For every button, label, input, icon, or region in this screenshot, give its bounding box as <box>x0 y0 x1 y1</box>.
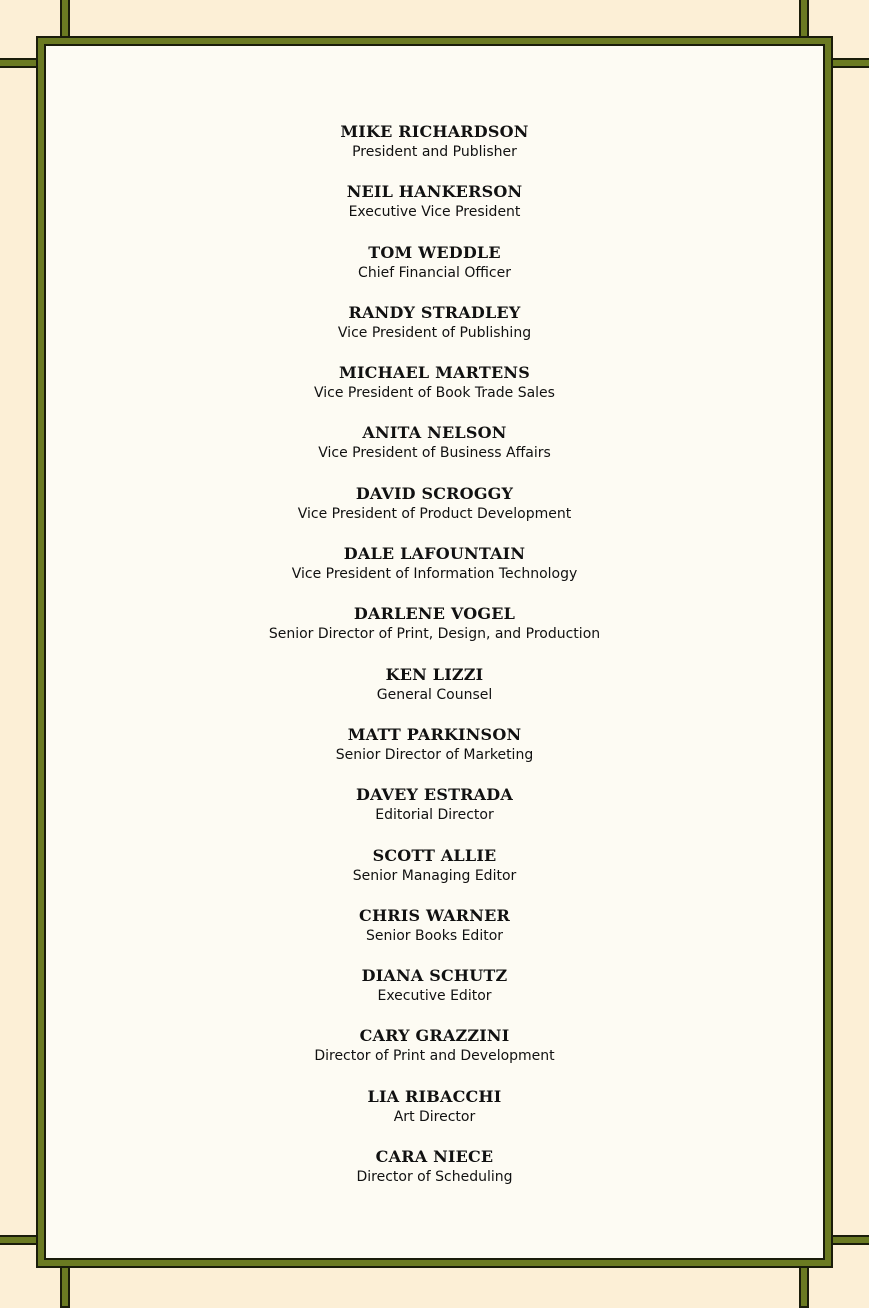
staff-entry <box>46 725 823 785</box>
staff-name: DAVID SCROGGY <box>355 483 514 503</box>
staff-name: ANITA NELSON <box>362 423 507 443</box>
staff-title: Art Director <box>393 1108 476 1125</box>
staff-entry <box>46 906 823 966</box>
staff-entry <box>46 1087 823 1147</box>
staff-name: MIKE RICHARDSON <box>340 122 529 141</box>
staff-name: DALE LAFOUNTAIN <box>343 544 526 564</box>
staff-name: DARLENE VOGEL <box>353 604 516 624</box>
staff-name: CARA NIECE <box>375 1147 494 1167</box>
staff-title: Vice President of Product Development <box>297 505 572 522</box>
staff-entry <box>46 966 823 1026</box>
staff-title: Senior Books Editor <box>365 927 504 944</box>
staff-name: MATT PARKINSON <box>347 724 522 744</box>
staff-name: MICHAEL MARTENS <box>339 363 530 383</box>
staff-entry <box>46 1147 823 1207</box>
staff-entry <box>46 665 823 725</box>
staff-name: NEIL HANKERSON <box>346 182 523 202</box>
staff-title: Director of Print and Development <box>314 1048 555 1065</box>
staff-name: CARY GRAZZINI <box>359 1026 510 1046</box>
staff-title: Senior Director of Marketing <box>335 746 534 763</box>
staff-entry <box>46 303 823 363</box>
staff-name: RANDY STRADLEY <box>348 302 521 322</box>
staff-title: Senior Director of Print, Design, and Production <box>268 626 601 643</box>
staff-title: Editorial Director <box>375 807 494 824</box>
staff-entry <box>46 122 823 182</box>
staff-entry <box>46 484 823 544</box>
staff-title: Vice President of Business Affairs <box>318 445 551 462</box>
staff-title: General Counsel <box>376 686 493 703</box>
staff-title: Vice President of Book Trade Sales <box>314 385 555 402</box>
staff-name: SCOTT ALLIE <box>372 845 497 865</box>
staff-entry <box>46 846 823 906</box>
staff-title: Chief Financial Officer <box>358 264 511 281</box>
staff-title: Director of Scheduling <box>356 1169 513 1186</box>
staff-title: President and Publisher <box>352 144 517 160</box>
staff-title: Executive Editor <box>377 988 492 1005</box>
staff-entry <box>46 363 823 423</box>
staff-entry <box>46 785 823 845</box>
staff-entry <box>46 604 823 664</box>
staff-entry <box>46 243 823 303</box>
staff-entry <box>46 1026 823 1086</box>
staff-name: CHRIS WARNER <box>359 905 510 925</box>
staff-name: DAVEY ESTRADA <box>356 785 513 805</box>
staff-name: KEN LIZZI <box>385 664 484 684</box>
staff-name: LIA RIBACCHI <box>367 1086 502 1106</box>
staff-title: Executive Vice President <box>348 204 521 221</box>
staff-entry <box>46 423 823 483</box>
staff-entry <box>46 544 823 604</box>
page-frame <box>36 36 833 1268</box>
staff-name: TOM WEDDLE <box>368 242 501 262</box>
staff-name: DIANA SCHUTZ <box>361 966 508 986</box>
staff-list <box>46 122 823 1207</box>
staff-entry <box>46 182 823 242</box>
content-panel <box>44 44 825 1260</box>
staff-title: Vice President of Information Technology <box>291 566 578 583</box>
staff-title: Vice President of Publishing <box>337 324 532 341</box>
staff-title: Senior Managing Editor <box>352 867 517 884</box>
